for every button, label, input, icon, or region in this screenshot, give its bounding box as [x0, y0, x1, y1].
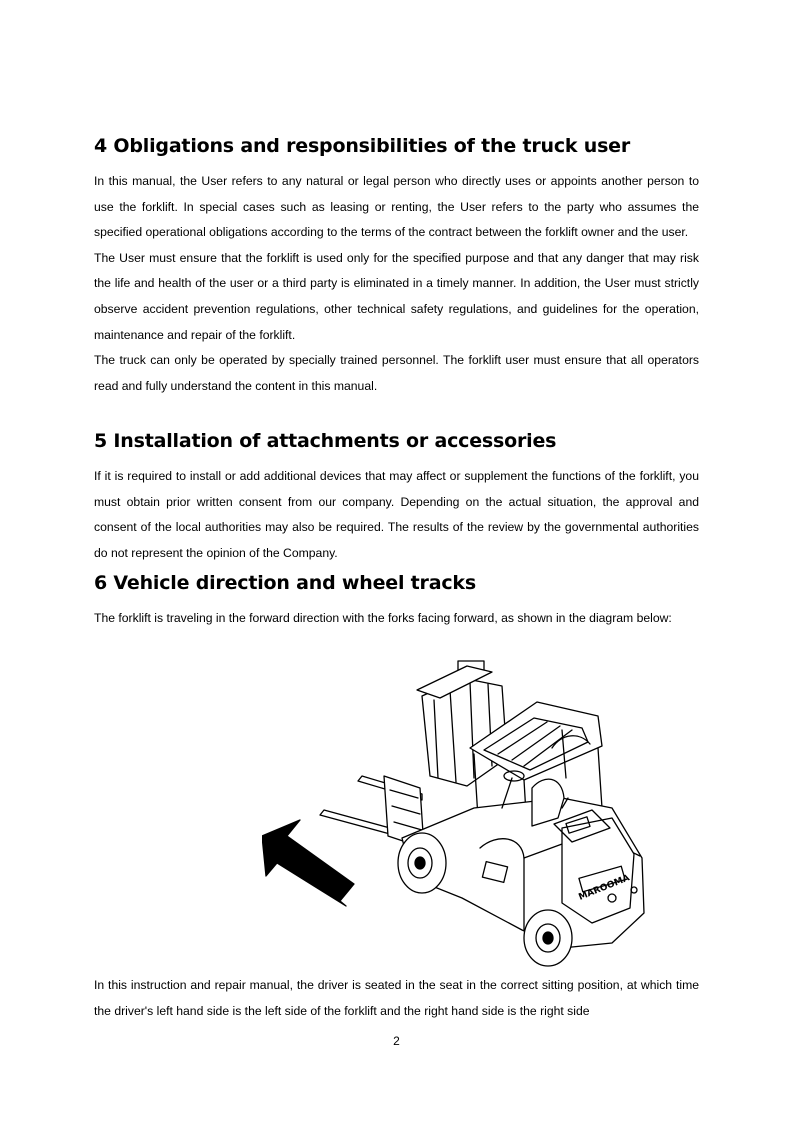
page-number: 2	[393, 1034, 400, 1048]
forklift-brand-label: MAROOMA	[577, 873, 632, 903]
forklift-diagram	[262, 658, 662, 975]
paragraph: The forklift is traveling in the forward direction with the forks facing forward, as shown in the diagram below:	[94, 611, 672, 625]
paragraph: If it is required to install or add additional devices that may affect or supplement the functions of the forklift, you must obtain prior written consent from our company. Depending on the actual situation, the approval and consent of the local authorities may also be required. The results of the review by the governmental authorities do not represent the opinion of the Company.	[94, 469, 699, 560]
paragraph: In this manual, the User refers to any natural or legal person who directly uses or appoints another person to use the forklift. In special cases such as leasing or renting, the User refers to the party who assumes the specified operational obligations according to the terms of the contract between the forklift owner and the user.	[94, 174, 699, 240]
section-body-4	[94, 169, 699, 399]
section-heading-4: 4 Obligations and responsibilities of the truck user	[94, 135, 631, 157]
forklift-illustration	[262, 658, 662, 970]
section-body-6	[94, 606, 699, 632]
paragraph: The User must ensure that the forklift is used only for the specified purpose and that any danger that may risk the life and health of the user or a third party is eliminated in a timely manner. In addition, the User must strictly observe accident prevention regulations, other technical safety regulations, and guidelines for the operation, maintenance and repair of the forklift.	[94, 250, 699, 342]
paragraph: The truck can only be operated by specially trained personnel. The forklift user must ensure that all operators read and fully understand the content in this manual.	[94, 353, 699, 393]
section-heading-6: 6 Vehicle direction and wheel tracks	[94, 572, 476, 594]
section-body-5	[94, 464, 699, 566]
section-heading-5: 5 Installation of attachments or accessories	[94, 430, 557, 452]
direction-arrow-icon	[262, 820, 354, 906]
trailing-paragraph: In this instruction and repair manual, the driver is seated in the seat in the correct sitting position, at which time the driver's left hand side is the left side of the forklift and the right hand side is the right side	[94, 978, 699, 1018]
